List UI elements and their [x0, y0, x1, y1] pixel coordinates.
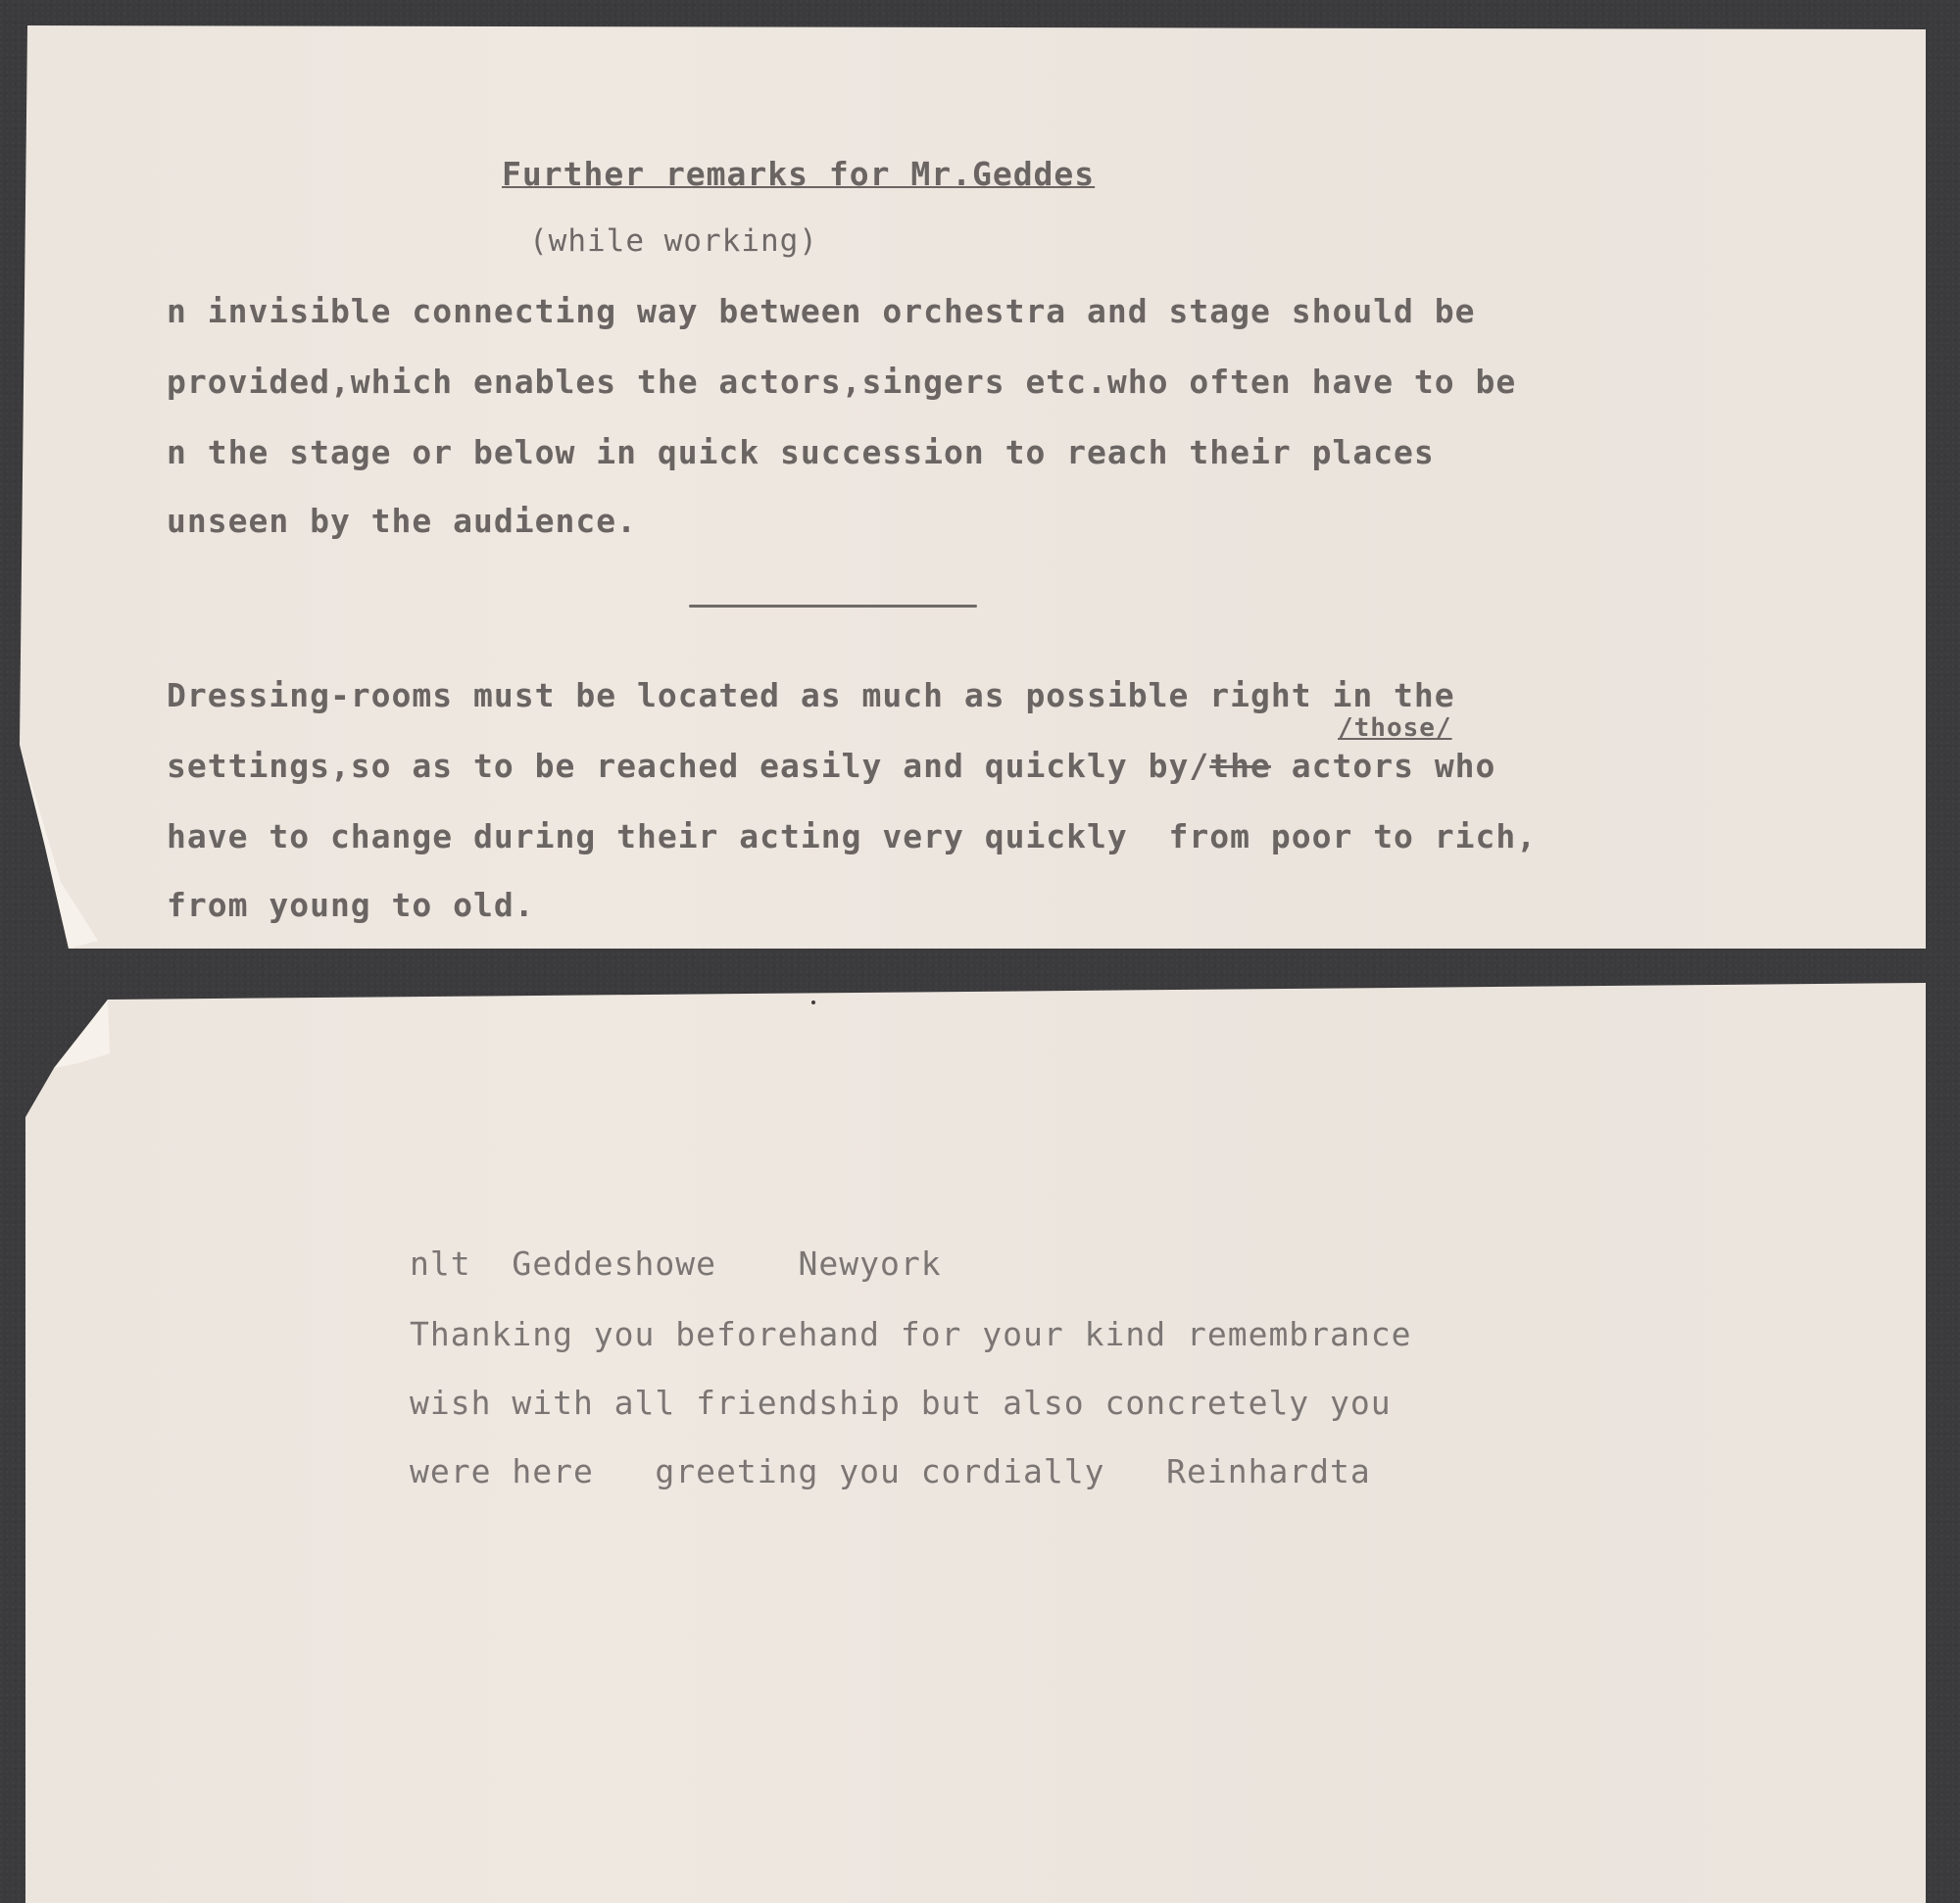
paragraph2-line2-start: settings,so as to be reached easily and quickly by/ [167, 747, 1210, 785]
paragraph2-line2-end: actors who [1270, 747, 1496, 785]
paragraph2-line1: Dressing-rooms must be located as much as possible right in the [167, 676, 1455, 714]
telegram-message-line1: Thanking you beforehand for your kind remembrance [410, 1315, 1412, 1353]
paragraph1-line1: n invisible connecting way between orchestra and stage should be [167, 292, 1476, 330]
memo-subheading: (while working) [529, 223, 818, 259]
paragraph1-line2: provided,which enables the actors,singers etc.who often have to be [167, 363, 1517, 401]
paper-speck [811, 1000, 815, 1004]
paragraph2-line2 [167, 747, 1495, 785]
paragraph2-line3: have to change during their acting very quickly from poor to rich, [167, 817, 1538, 855]
paragraph1-line3: n the stage or below in quick succession to reach their places [167, 433, 1435, 471]
telegram-address-line: nlt Geddeshowe Newyork [410, 1244, 942, 1283]
handwritten-insertion: /those/ [1338, 713, 1452, 743]
memo-heading: Further remarks for Mr.Geddes [502, 155, 1096, 193]
paragraph1-line4: unseen by the audience. [167, 502, 637, 540]
section-divider [689, 605, 977, 608]
paragraph2-line4: from young to old. [167, 886, 535, 924]
telegram-message-line2: wish with all friendship but also concretely you [410, 1384, 1392, 1422]
telegram-message-line3: were here greeting you cordially Reinhardta [410, 1452, 1371, 1490]
struck-word: the [1209, 747, 1271, 785]
